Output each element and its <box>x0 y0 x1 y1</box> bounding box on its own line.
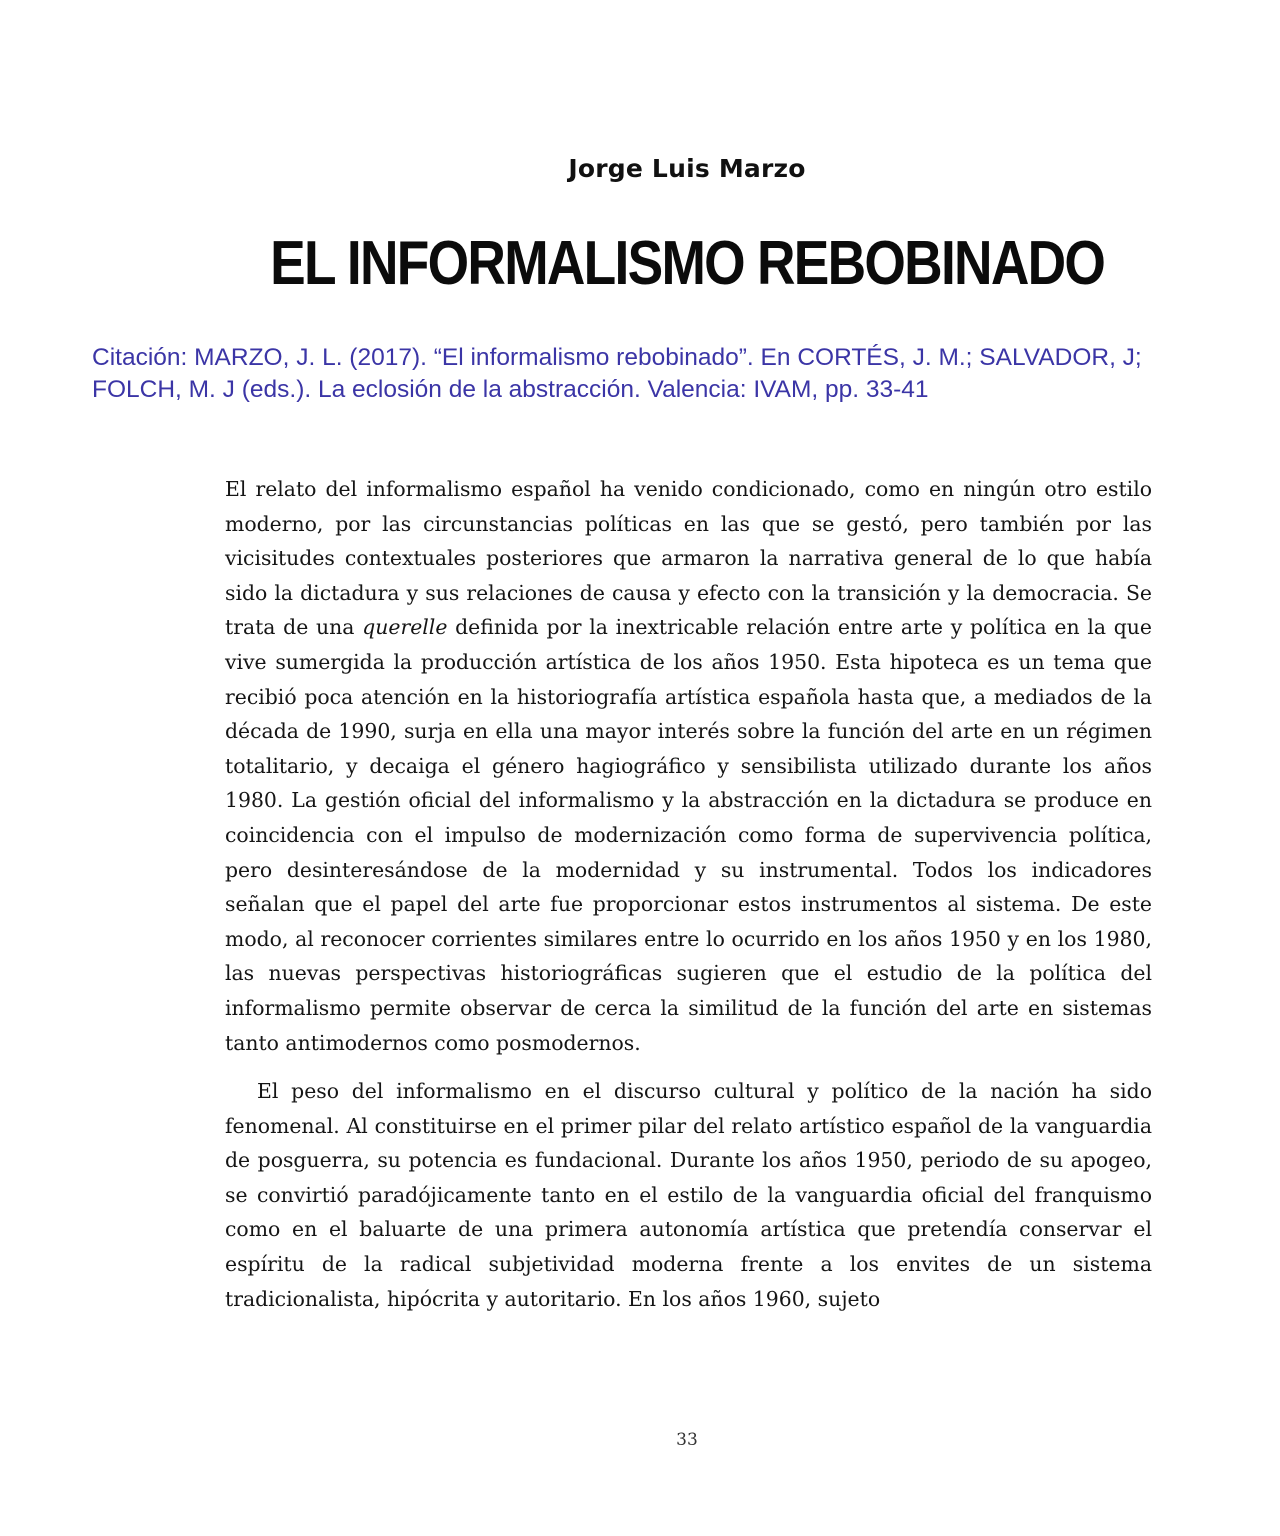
paragraph-1-text-b: definida por la inextricable relación entre arte y política en la que vive sumergida la producción artística de los años 1950. Esta hipoteca es un tema que recibió poca atención en la historiografía artística española hasta que, a mediados de la década de 1990, surja en ella una mayor interés sobre la función del arte en un régimen totalitario, y decaiga el género hagiográfico y sensibilista utilizado durante los años 1980. La gestión oficial del informalismo y la abstracción en la dictadura se produce en coincidencia con el impulso de modernización como forma de supervivencia política, pero desinteresándose de la modernidad y su instrumental. Todos los indicadores señalan que el papel del arte fue proporcionar estos instrumentos al sistema. De este modo, al reconocer corrientes similares entre lo ocurrido en los años 1950 y en los 1980, las nuevas perspectivas historiográficas sugieren que el estudio de la política del informalismo permite observar de cerca la similitud de la función del arte en sistemas tanto antimodernos como posmodernos. <box>225 615 1152 1055</box>
paragraph-2: El peso del informalismo en el discurso cultural y político de la nación ha sido fenomenal. Al constituirse en el primer pilar del relato artístico español de la vanguardia de posguerra, su potencia es fundacional. Durante los años 1950, periodo de su apogeo, se convirtió paradójicamente tanto en el estilo de la vanguardia oficial del franquismo como en el baluarte de una primera autonomía artística que pretendía conservar el espíritu de la radical subjetividad moderna frente a los envites de un sistema tradicionalista, hipócrita y autoritario. En los años 1960, sujeto <box>225 1079 1152 1311</box>
body-text <box>225 472 1152 1316</box>
citation-line-2: FOLCH, M. J (eds.). La eclosión de la abstracción. Valencia: IVAM, pp. 33-41 <box>92 376 929 403</box>
citation-line-1: Citación: MARZO, J. L. (2017). “El informalismo rebobinado”. En CORTÉS, J. M.; SALVADOR, J; <box>92 344 1142 371</box>
page-number: 33 <box>676 1430 698 1450</box>
author-name: Jorge Luis Marzo <box>568 154 806 183</box>
citation-block <box>92 342 1272 406</box>
paragraph-1-text-a: El relato del informalismo español ha venido condicionado, como en ningún otro estilo moderno, por las circunstancias políticas en las que se gestó, pero también por las vicisitudes contextuales posteriores que armaron la narrativa general de lo que había sido la dictadura y sus relaciones de causa y efecto con la transición y la democracia. Se trata de una <box>225 477 1152 640</box>
paragraph-1 <box>225 472 1152 1060</box>
paragraph-1-italic-term: querelle <box>362 615 448 640</box>
article-title: EL INFORMALISMO REBOBINADO <box>270 229 1105 298</box>
